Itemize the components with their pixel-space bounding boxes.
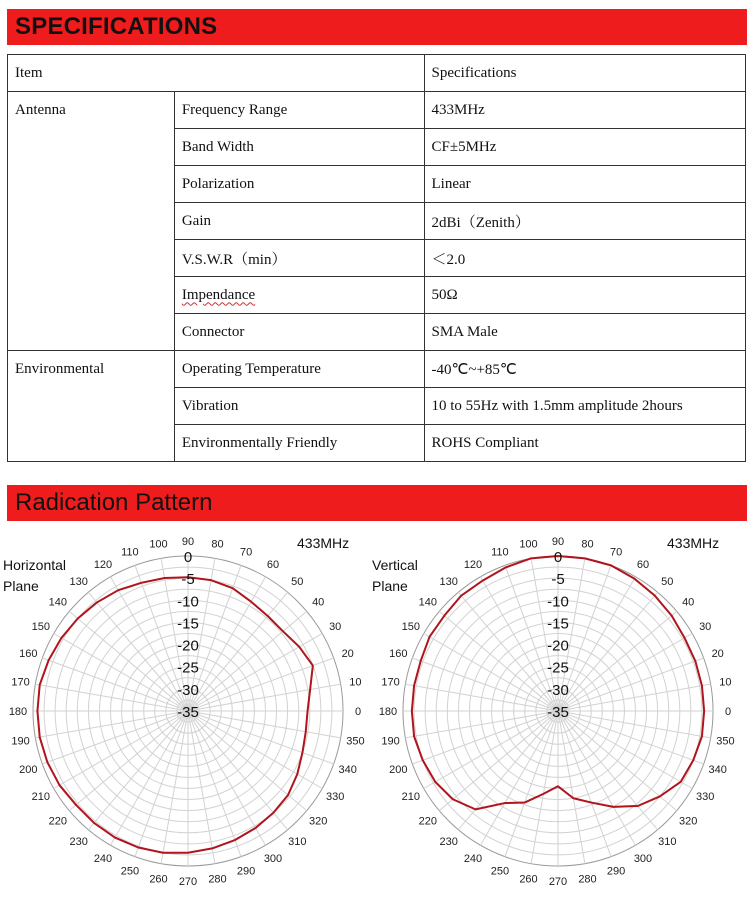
angle-tick-label: 0 (354, 706, 362, 718)
angle-tick-label: 70 (239, 546, 253, 559)
value-cell: 10 to 55Hz with 1.5mm amplitude 2hours (424, 388, 745, 425)
radial-db-label: -20 (177, 637, 199, 655)
angle-tick-label: 240 (463, 853, 483, 866)
angle-tick-label: 300 (263, 853, 283, 866)
angle-tick-label: 30 (699, 621, 712, 633)
angle-tick-label: 60 (636, 558, 650, 571)
angle-tick-label: 210 (31, 791, 50, 803)
param-cell: Vibration (174, 388, 424, 425)
vertical-plane-chart (370, 522, 745, 902)
radiation-pattern-banner (7, 485, 747, 521)
radial-db-label: -25 (177, 659, 199, 677)
angle-tick-label: 100 (149, 538, 168, 551)
frequency-label: 433MHz (667, 535, 720, 551)
radial-db-label: -10 (547, 593, 569, 611)
angle-tick-label: 140 (48, 596, 67, 609)
angle-tick-label: 100 (519, 538, 538, 551)
angle-tick-label: 200 (389, 764, 408, 777)
angle-tick-label: 260 (149, 873, 168, 886)
radial-db-label: -10 (177, 593, 199, 611)
angle-tick-label: 170 (11, 676, 30, 689)
angle-tick-label: 180 (378, 706, 398, 718)
value-cell: CF±5MHz (424, 129, 745, 166)
param-cell: Polarization (174, 166, 424, 203)
angle-tick-label: 270 (178, 876, 198, 888)
angle-tick-label: 290 (236, 865, 256, 878)
angle-tick-label: 250 (120, 865, 140, 878)
specifications-header: Specifications (424, 55, 745, 92)
table-header-row (8, 55, 746, 92)
angle-tick-label: 40 (682, 596, 695, 609)
angle-tick-label: 310 (658, 836, 677, 849)
table-row (8, 351, 746, 388)
angle-tick-label: 30 (329, 621, 342, 633)
category-environmental: Environmental (8, 351, 175, 462)
angle-tick-label: 310 (288, 836, 307, 849)
angle-tick-label: 0 (724, 706, 732, 718)
angle-tick-label: 260 (519, 873, 538, 886)
specifications-table (7, 54, 746, 462)
angle-tick-label: 90 (181, 536, 195, 548)
angle-tick-label: 160 (389, 647, 408, 660)
angle-tick-label: 280 (578, 873, 597, 886)
value-cell: 2dBi（Zenith） (424, 203, 745, 240)
angle-tick-label: 130 (69, 575, 88, 588)
angle-tick-label: 50 (291, 575, 304, 588)
angle-tick-label: 10 (719, 676, 732, 689)
radial-db-label: -20 (547, 637, 569, 655)
radial-db-label: -15 (177, 615, 199, 633)
param-cell: Connector (174, 314, 424, 351)
angle-tick-label: 50 (661, 575, 674, 588)
angle-tick-label: 120 (463, 558, 483, 571)
angle-tick-label: 40 (312, 596, 325, 609)
radiation-pattern-line (37, 577, 312, 852)
param-cell (174, 277, 424, 314)
radial-db-label: 0 (183, 549, 193, 566)
value-cell: SMA Male (424, 314, 745, 351)
radial-db-label: -15 (547, 615, 569, 633)
horizontal-plane-chart (0, 522, 375, 902)
category-antenna: Antenna (8, 92, 175, 351)
radial-db-label: -5 (181, 571, 195, 589)
angle-tick-label: 230 (69, 836, 88, 849)
value-cell: ＜2.0 (424, 240, 745, 277)
angle-tick-label: 80 (581, 538, 594, 551)
angle-tick-label: 330 (326, 791, 345, 803)
plane-title-line: Vertical (372, 557, 418, 573)
radial-db-label: -35 (177, 704, 199, 721)
angle-tick-label: 280 (208, 873, 227, 886)
angle-tick-label: 80 (211, 538, 224, 551)
angle-tick-label: 330 (696, 791, 715, 803)
radial-db-label: -35 (547, 704, 569, 721)
plane-title-line: Horizontal (3, 557, 67, 573)
angle-tick-label: 110 (121, 546, 139, 559)
angle-tick-label: 290 (606, 865, 626, 878)
radial-db-label: -5 (551, 571, 565, 589)
param-cell: Band Width (174, 129, 424, 166)
param-cell: Gain (174, 203, 424, 240)
angle-tick-label: 20 (711, 647, 724, 660)
radiation-pattern-heading: Radication Pattern (15, 489, 213, 516)
plane-title-line: Plane (3, 578, 39, 594)
angle-tick-label: 200 (19, 764, 38, 777)
angle-tick-label: 170 (381, 676, 400, 689)
angle-tick-label: 120 (93, 558, 113, 571)
angle-tick-label: 130 (439, 575, 458, 588)
item-header: Item (8, 55, 425, 92)
radial-db-label: -25 (547, 659, 569, 677)
angle-tick-label: 220 (48, 815, 67, 828)
angle-tick-label: 210 (401, 791, 420, 803)
angle-tick-label: 190 (381, 735, 400, 748)
angle-tick-label: 240 (93, 853, 113, 866)
impendance-label: Impendance (181, 286, 256, 303)
angle-tick-label: 150 (31, 621, 50, 633)
angle-tick-label: 340 (708, 764, 727, 777)
value-cell: 50Ω (424, 277, 745, 314)
angle-tick-label: 270 (548, 876, 568, 888)
angle-tick-label: 340 (338, 764, 357, 777)
table-row (8, 92, 746, 129)
radial-db-label: -30 (547, 681, 569, 699)
radial-db-label: -30 (177, 681, 199, 699)
param-cell: Frequency Range (174, 92, 424, 129)
angle-tick-label: 150 (401, 621, 420, 633)
frequency-label: 433MHz (297, 535, 350, 551)
param-cell: V.S.W.R（min） (174, 240, 424, 277)
plane-title-line: Plane (372, 578, 408, 594)
value-cell: Linear (424, 166, 745, 203)
angle-tick-label: 160 (19, 647, 38, 660)
specifications-heading: SPECIFICATIONS (15, 13, 218, 40)
value-cell: -40℃~+85℃ (424, 351, 745, 388)
specifications-banner (7, 9, 747, 45)
angle-tick-label: 320 (309, 815, 328, 828)
angle-tick-label: 60 (266, 558, 280, 571)
param-cell: Environmentally Friendly (174, 425, 424, 462)
angle-tick-label: 20 (341, 647, 354, 660)
angle-tick-label: 180 (8, 706, 28, 718)
angle-tick-label: 350 (716, 735, 735, 748)
angle-tick-label: 300 (633, 853, 653, 866)
angle-tick-label: 70 (609, 546, 623, 559)
angle-tick-label: 230 (439, 836, 458, 849)
angle-tick-label: 320 (679, 815, 698, 828)
angle-tick-label: 110 (491, 546, 509, 559)
angle-tick-label: 250 (490, 865, 510, 878)
angle-tick-label: 190 (11, 735, 30, 748)
radial-db-label: 0 (553, 549, 563, 566)
value-cell: ROHS Compliant (424, 425, 745, 462)
angle-tick-label: 10 (349, 676, 362, 689)
angle-tick-label: 220 (418, 815, 437, 828)
angle-tick-label: 90 (551, 536, 565, 548)
angle-tick-label: 350 (346, 735, 365, 748)
angle-tick-label: 140 (418, 596, 437, 609)
param-cell: Operating Temperature (174, 351, 424, 388)
value-cell: 433MHz (424, 92, 745, 129)
